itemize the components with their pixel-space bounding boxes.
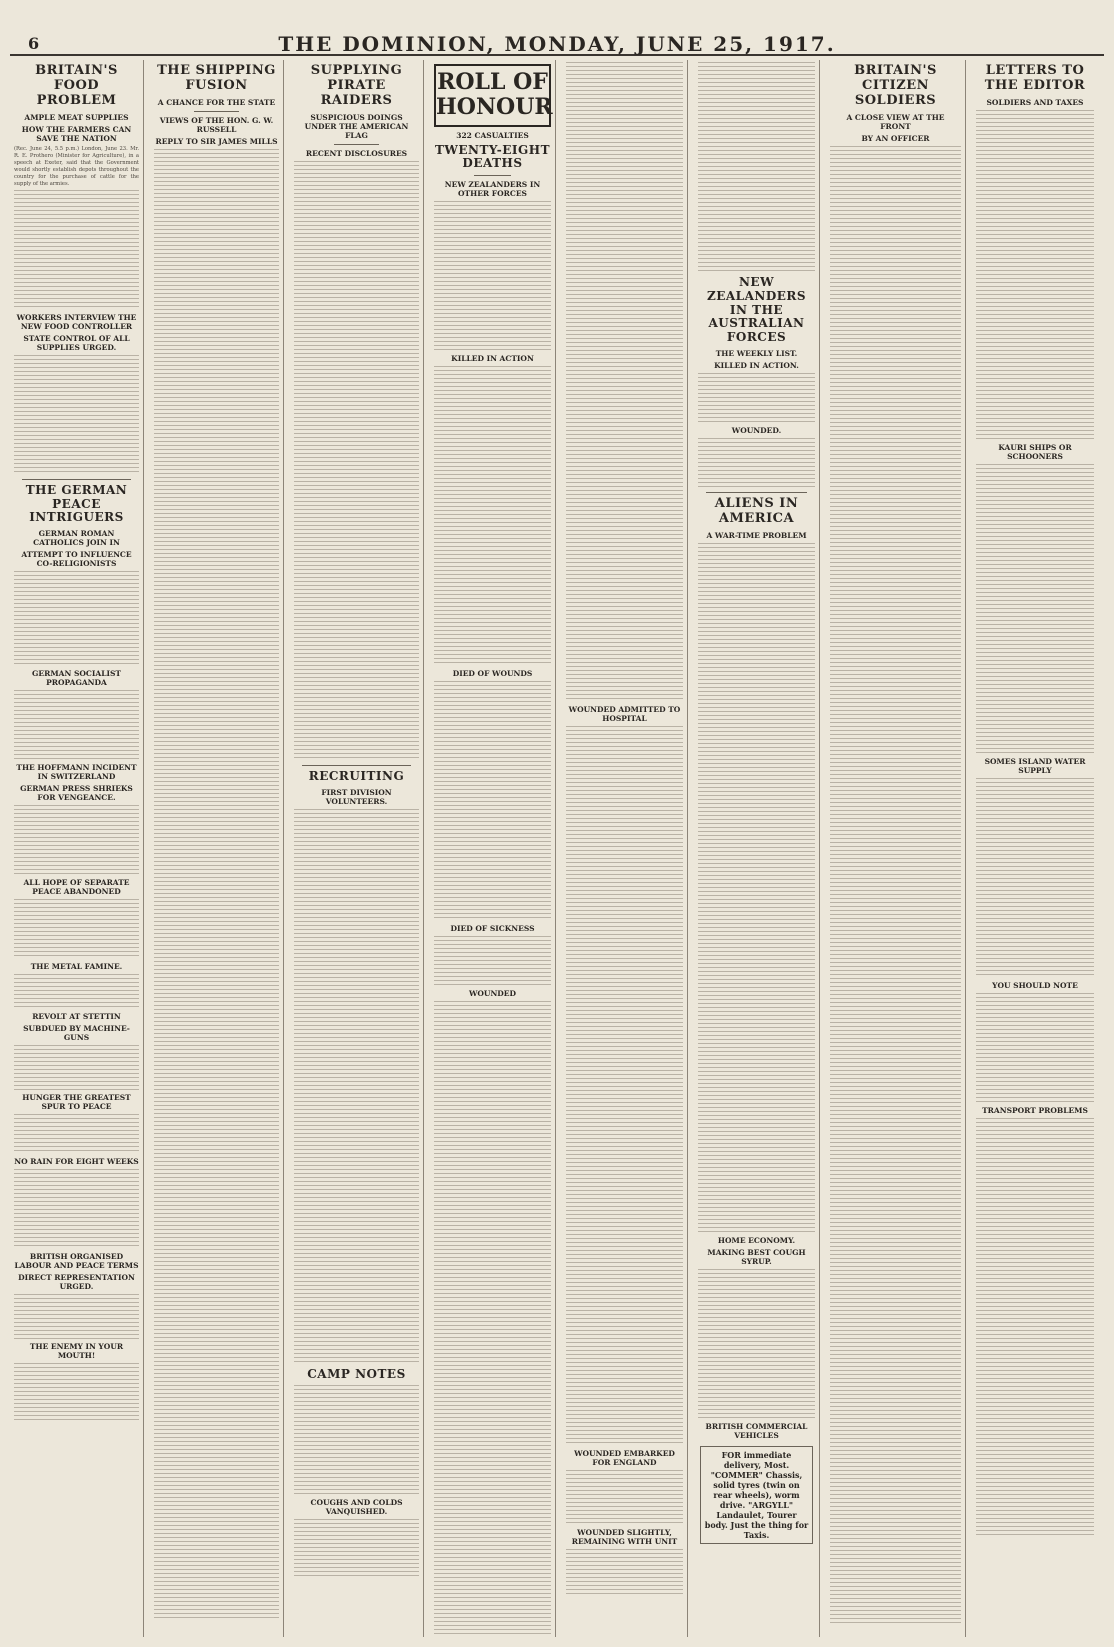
subhead-wounded: WOUNDED (468, 989, 517, 999)
article-body (14, 1169, 139, 1249)
column-4 (430, 60, 556, 1637)
article-body (14, 805, 139, 875)
casualty-list (434, 681, 551, 921)
headline-citizen-soldiers: BRITAIN'S CITIZEN SOLDIERS (854, 63, 937, 108)
article-body (14, 974, 139, 1009)
article-body (698, 543, 815, 1233)
subhead-by-officer: BY AN OFFICER (861, 133, 930, 143)
casualty-list (698, 373, 815, 423)
subhead-died-of-sickness: DIED OF SICKNESS (450, 924, 535, 934)
subhead-soldiers-taxes: SOLDIERS AND TAXES (986, 97, 1084, 107)
headline-deaths: TWENTY-EIGHT DEATHS (434, 142, 551, 171)
subhead-you-should-note: YOU SHOULD NOTE (992, 980, 1078, 990)
advertisement-text (294, 1519, 419, 1579)
article-body (14, 1114, 139, 1154)
article-body (154, 149, 279, 1619)
article-body (14, 1363, 139, 1423)
subhead-remaining-with-unit: WOUNDED SLIGHTLY, REMAINING WITH UNIT (571, 1528, 678, 1546)
article-body (14, 899, 139, 959)
casualty-list (698, 62, 815, 272)
casualty-list (434, 936, 551, 986)
casualty-list (566, 1549, 683, 1594)
subhead-russell-views: VIEWS OF THE HON. G. W. RUSSELL (159, 115, 274, 134)
article-body (976, 1118, 1094, 1538)
subhead-killed-in-action: KILLED IN ACTION (451, 354, 534, 364)
subhead-admitted-hospital: WOUNDED ADMITTED TO HOSPITAL (568, 705, 681, 723)
casualty-table (434, 201, 551, 351)
headline-food-problem: BRITAIN'S FOOD PROBLEM (35, 63, 118, 108)
column-2 (150, 60, 284, 1637)
headline-camp-notes: CAMP NOTES (307, 1366, 406, 1381)
subhead-chance-state: A CHANCE FOR THE STATE (157, 97, 276, 107)
masthead (10, 32, 1104, 56)
article-body (14, 1294, 139, 1339)
article-body (14, 571, 139, 666)
subhead-separate-peace: ALL HOPE OF SEPARATE PEACE ABANDONED (23, 878, 130, 897)
subhead-died-of-wounds: DIED OF WOUNDS (452, 669, 533, 679)
article-text: (Rec. June 24, 5.5 p.m.) London, June 23. Mr. R. E. Prothero (Minister for Agriculture), in a speech at Exeter, said that the Government would shortly establish depots throughout the country for the purchase of cattle for the supply of the armies. (14, 145, 139, 187)
divider (302, 765, 411, 766)
divider (22, 479, 131, 480)
columns (10, 60, 1104, 1637)
subhead-labour: BRITISH ORGANISED LABOUR AND PEACE TERMS (14, 1252, 139, 1271)
casualty-list (434, 1001, 551, 1637)
subhead-disclosures: RECENT DISCLOSURES (305, 148, 408, 158)
subhead-killed: KILLED IN ACTION. (714, 360, 799, 370)
subhead-war-time-problem: A WAR-TIME PROBLEM (706, 530, 807, 540)
subhead-hoffmann: THE HOFFMANN INCIDENT IN SWITZERLAND (16, 763, 137, 782)
headline-peace-intriguers: THE GERMAN PEACE INTRIGUERS (25, 482, 128, 525)
column-3 (290, 60, 424, 1637)
column-1 (10, 60, 144, 1637)
subhead-workers: WORKERS INTERVIEW THE NEW FOOD CONTROLLER (16, 312, 137, 331)
subhead-commercial-vehicles: BRITISH COMMERCIAL VEHICLES (705, 1421, 808, 1440)
subhead-volunteers: FIRST DIVISION VOLUNTEERS. (321, 787, 392, 806)
headline-pirate-raiders: SUPPLYING PIRATE RAIDERS (310, 63, 403, 108)
subhead-meat-supplies: AMPLE MEAT SUPPLIES (24, 112, 129, 122)
subhead-coughs: COUGHS AND COLDS VANQUISHED. (310, 1498, 403, 1517)
subhead-other-forces: NEW ZEALANDERS IN OTHER FORCES (444, 180, 541, 199)
subhead-machine-guns: SUBDUED BY MACHINE-GUNS (23, 1024, 130, 1043)
headline-aliens-america: ALIENS IN AMERICA (714, 495, 799, 526)
headline-recruiting: RECRUITING (308, 768, 405, 783)
subhead-embarked-england: WOUNDED EMBARKED FOR ENGLAND (574, 1449, 675, 1467)
subhead-close-view: A CLOSE VIEW AT THE FRONT (846, 112, 945, 131)
article-body (698, 1269, 815, 1419)
headline-shipping-fusion: THE SHIPPING FUSION (157, 63, 276, 93)
subhead-roman-catholics: GERMAN ROMAN CATHOLICS JOIN IN (33, 529, 120, 548)
divider (334, 144, 379, 145)
headline-australian-forces: NEW ZEALANDERS IN THE AUSTRALIAN FORCES (706, 275, 807, 345)
article-body (14, 1045, 139, 1090)
divider (706, 492, 807, 493)
column-5 (562, 60, 688, 1637)
column-8 (972, 60, 1098, 1637)
article-body (14, 355, 139, 475)
headline-roll-of-honour: ROLL OF HONOUR (434, 64, 551, 127)
letter-body (976, 464, 1094, 754)
page-number: 6 (28, 34, 40, 53)
article-body (14, 690, 139, 760)
subhead-kauri-ships: KAURI SHIPS OR SCHOONERS (998, 442, 1072, 461)
casualty-list (566, 62, 683, 702)
column-6 (694, 60, 820, 1637)
article-body (14, 190, 139, 310)
casualty-list (566, 726, 683, 1446)
casualty-list (566, 1470, 683, 1525)
subhead-revolt: REVOLT AT STETTIN (32, 1012, 121, 1022)
letter-body (976, 110, 1094, 440)
subhead-state-control: STATE CONTROL OF ALL SUPPLIES URGED. (23, 333, 130, 352)
advertisement-text (976, 993, 1094, 1103)
subhead-metal-famine: THE METAL FAMINE. (30, 962, 123, 972)
letter-body (976, 778, 1094, 978)
column-7 (826, 60, 966, 1637)
subhead-enemy-mouth: THE ENEMY IN YOUR MOUTH! (29, 1342, 124, 1361)
article-body (830, 146, 961, 1626)
casualty-list (698, 438, 815, 488)
subhead-casualties: 322 CASUALTIES (456, 130, 529, 140)
subhead-no-rain: NO RAIN FOR EIGHT WEEKS (14, 1157, 139, 1167)
divider (194, 111, 239, 112)
subhead-representation: DIRECT REPRESENTATION URGED. (18, 1273, 135, 1292)
subhead-farmers: HOW THE FARMERS CAN SAVE THE NATION (21, 124, 132, 143)
subhead-home-economy: HOME ECONOMY. (717, 1235, 796, 1245)
subhead-cough-syrup: MAKING BEST COUGH SYRUP. (707, 1247, 806, 1266)
subhead-socialist: GERMAN SOCIALIST PROPAGANDA (32, 669, 121, 688)
article-body (294, 1385, 419, 1495)
subhead-american-flag: SUSPICIOUS DOINGS UNDER THE AMERICAN FLAG (304, 112, 409, 140)
subhead-wounded-aus: WOUNDED. (731, 425, 782, 435)
article-body (294, 161, 419, 761)
casualty-list (434, 366, 551, 666)
divider (474, 175, 511, 176)
subhead-co-religionists: ATTEMPT TO INFLUENCE CO-RELIGIONISTS (21, 550, 132, 569)
volunteer-list (294, 809, 419, 1364)
headline-letters-editor: LETTERS TO THE EDITOR (984, 63, 1086, 93)
subhead-somes-island: SOMES ISLAND WATER SUPPLY (984, 756, 1086, 775)
subhead-hunger: HUNGER THE GREATEST SPUR TO PEACE (22, 1093, 131, 1112)
newspaper-title: THE DOMINION, MONDAY, JUNE 25, 1917. (278, 32, 836, 56)
subhead-press: GERMAN PRESS SHRIEKS FOR VENGEANCE. (20, 784, 133, 803)
subhead-weekly-list: THE WEEKLY LIST. (715, 348, 798, 358)
subhead-transport-problems: TRANSPORT PROBLEMS (982, 1105, 1088, 1115)
subhead-reply-mills: REPLY TO SIR JAMES MILLS (155, 136, 278, 146)
vehicle-advertisement: FOR immediate delivery, Most. "COMMER" Chassis, solid tyres (twin on rear wheels), worm drive. "ARGYLL" Landaulet, Tourer body. Just the thing for Taxis. (700, 1446, 813, 1544)
